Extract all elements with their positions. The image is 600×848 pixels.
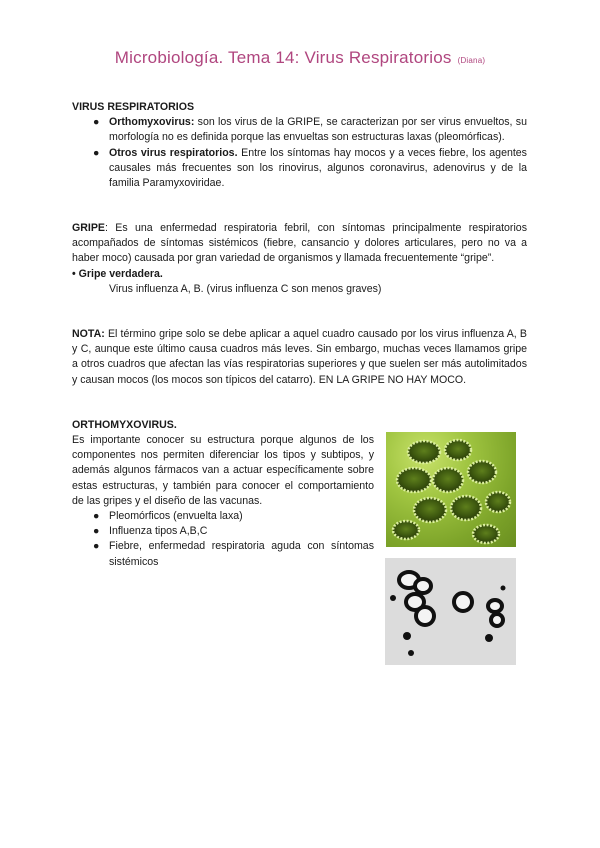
bullet-icon: ● (93, 146, 100, 159)
list-item (72, 539, 374, 569)
bullet-text: Entre los síntomas hay mocos y a veces fiebre, los agentes causales más frecuentes son los rinovirus, algunos coronavirus, adenovirus y de la familia Paramyxoviridae. (109, 146, 527, 190)
section-nota (72, 327, 527, 388)
bullet-bold: Orthomyxovirus: (109, 116, 195, 129)
list-item (72, 524, 374, 539)
list-item (72, 146, 527, 192)
micrograph-green-drawing (386, 432, 516, 547)
bullet-bold: Otros virus respiratorios. (109, 146, 238, 159)
micrograph-bw-drawing (385, 558, 516, 665)
gripe-paragraph (72, 221, 527, 267)
bullet-icon: ● (93, 525, 100, 538)
bullet-icon: ● (93, 540, 100, 553)
gripe-text: : Es una enfermedad respiratoria febril, con síntomas principalmente respiratorios acompañados de síntomas sistémicos (fiebre, cansancio y dolores articulares, pero no va a haber moco) causada por gran variedad de organismos y llamada frecuentemente “gripe”. (72, 222, 527, 265)
title-text: Microbiología. Tema 14: Virus Respiratorios (114, 48, 452, 67)
section-orthomyxovirus (72, 433, 374, 570)
nota-bold: NOTA: (72, 328, 105, 340)
bullet-list (72, 115, 527, 191)
list-item (72, 115, 527, 145)
bullet-icon: ● (93, 116, 100, 129)
bullet-text: Influenza tipos A,B,C (109, 525, 208, 538)
gripe-subheading: • Gripe verdadera. (72, 267, 163, 280)
gripe-subtext: Virus influenza A, B. (virus influenza C son menos graves) (109, 282, 382, 295)
section-virus-respiratorios (72, 100, 527, 191)
author-note: (Diana) (457, 56, 486, 65)
virus-micrograph-bw-image (385, 558, 516, 665)
nota-text: El término gripe solo se debe aplicar a aquel cuadro causado por los virus influenza A, B y C, aunque este último causa cuadros más leves. Sin embargo, muchas veces llamamos gripe a otros cuadros que afectan las vías respiratorias superiores y que suelen ser más autolimitados y causan mocos (los mocos son típicos del catarro). EN LA GRIPE NO HAY MOCO. (72, 328, 527, 386)
bullet-text: Pleomórficos (envuelta laxa) (109, 510, 243, 523)
virus-micrograph-green-image (386, 432, 516, 547)
bullet-text: Fiebre, enfermedad respiratoria aguda con síntomas sistémicos (109, 540, 374, 568)
bullet-icon: ● (93, 510, 100, 523)
section-gripe (72, 221, 527, 297)
orthomyxo-paragraph: Es importante conocer su estructura porque algunos de los componentes nos permiten diferenciar los tipos y subtipos, y además algunos fármacos van a actuar específicamente sobre estas estructuras, y también para conocer el comportamiento de las gripes y el diseño de las vacunas. (72, 434, 374, 507)
bullet-list (72, 509, 374, 570)
page-title (0, 48, 600, 68)
section-heading: ORTHOMYXOVIRUS. (72, 419, 177, 431)
list-item (72, 509, 374, 524)
orthomyxo-heading (72, 418, 527, 433)
bullet-text: son los virus de la GRIPE, se caracterizan por ser virus envueltos, su morfología no es definida porque las envueltas son estructuras laxas (pleomórficas). (109, 116, 527, 144)
gripe-bold: GRIPE (72, 222, 105, 234)
section-heading: VIRUS RESPIRATORIOS (72, 101, 195, 113)
